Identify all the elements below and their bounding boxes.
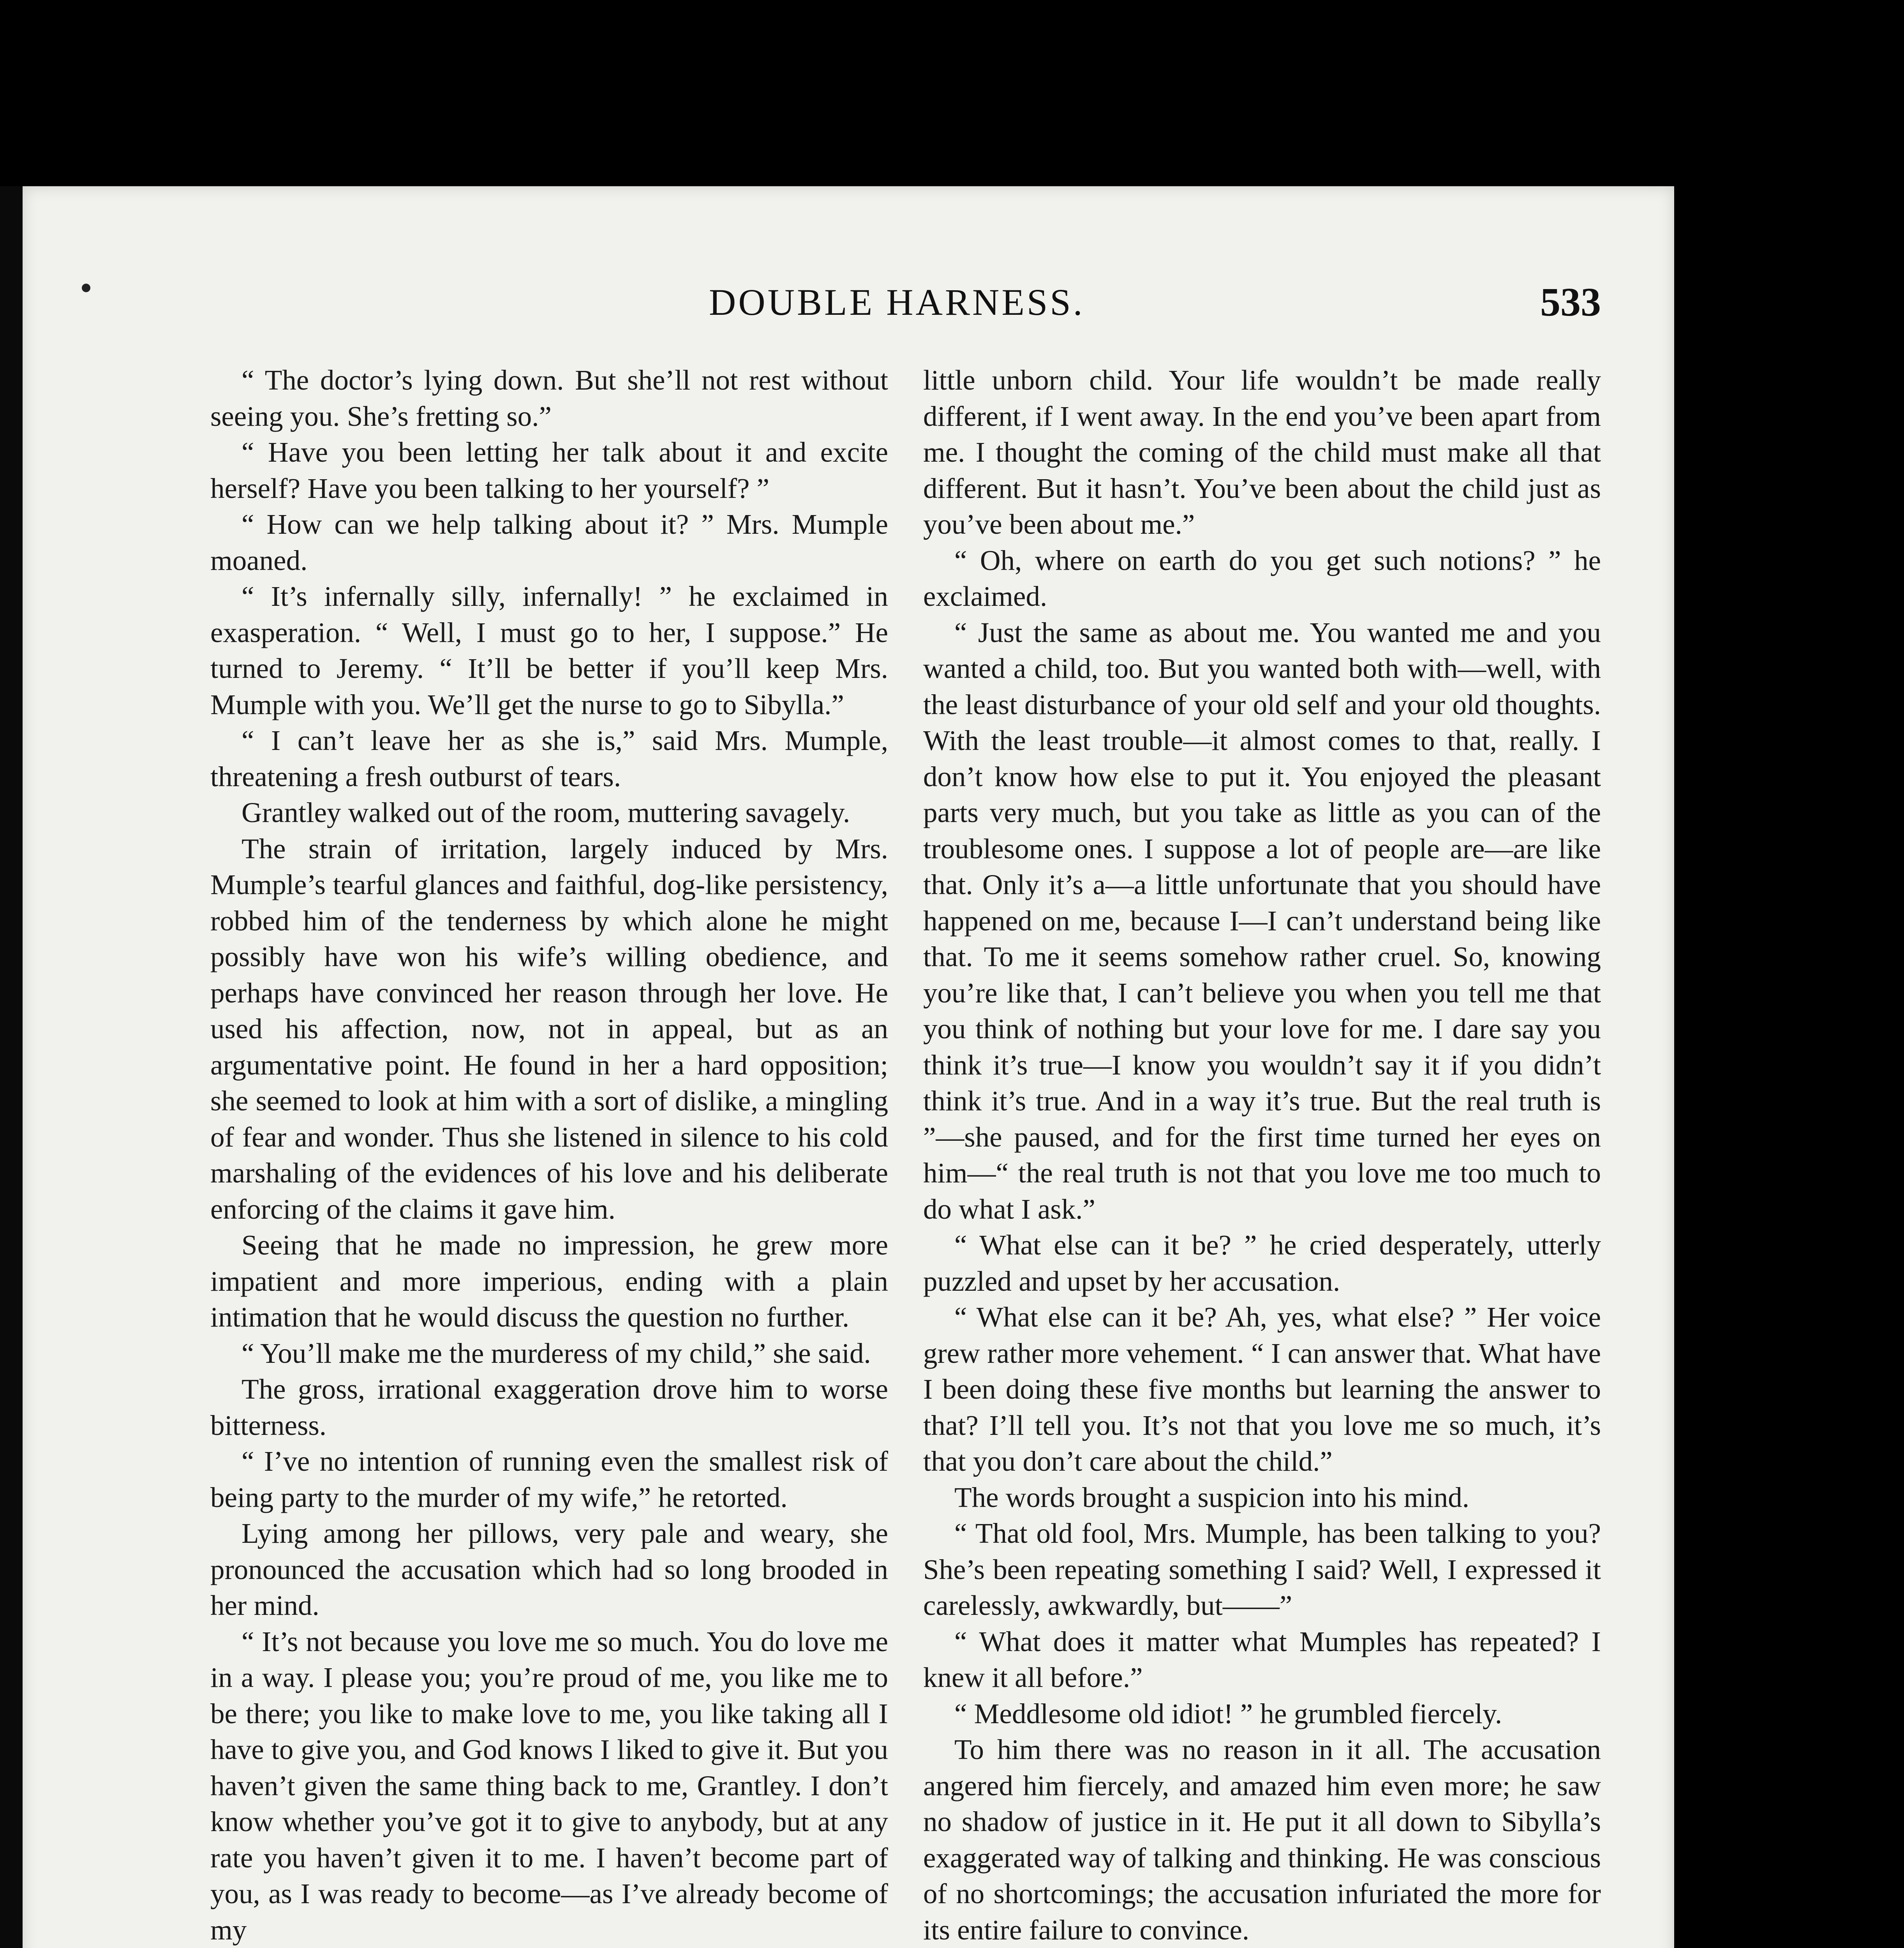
paragraph: “ What else can it be? ” he cried desperately, utterly puzzled and upset by her accusation. <box>923 1229 1601 1297</box>
text-column-left <box>210 362 888 1948</box>
paragraph: “ What else can it be? Ah, yes, what else? ” Her voice grew rather more vehement. “ I can answer that. What have I been doing these five months but learning the answer to that? I’ll tell you. It’s not that you love me so much, it’s that you don’t care about the child.” <box>923 1301 1601 1477</box>
paragraph: little unborn child. Your life wouldn’t be made really different, if I went away. In the end you’ve been apart from me. I thought the coming of the child must make all that different. But it hasn’t. You’ve been about the child just as you’ve been about me.” <box>923 364 1601 540</box>
paragraph: Lying among her pillows, very pale and weary, she pronounced the accusation which had so long brooded in her mind. <box>210 1517 888 1621</box>
paragraph: The strain of irritation, largely induced by Mrs. Mumple’s tearful glances and faithful, dog-like persistency, robbed him of the tenderness by which alone he might possibly have won his wife’s willing obedience, and perhaps have convinced her reason through her love. He used his affection, now, not in appeal, but as an argumentative point. He found in her a hard opposition; she seemed to look at him with a sort of dislike, a mingling of fear and wonder. Thus she listened in silence to his cold marshaling of the evidences of his love and his deliberate enforcing of the claims it gave him. <box>210 833 888 1225</box>
page-left-edge <box>0 186 23 1948</box>
paragraph: “ That old fool, Mrs. Mumple, has been talking to you? She’s been repeating something I said? Well, I expressed it carelessly, awkwardly, but——” <box>923 1517 1601 1621</box>
paragraph: “ What does it matter what Mumples has repeated? I knew it all before.” <box>923 1625 1601 1693</box>
text-column-right <box>923 362 1601 1948</box>
page-header <box>709 281 1601 331</box>
paragraph: “ You’ll make me the murderess of my child,” she said. <box>242 1337 871 1369</box>
paragraph: The words brought a suspicion into his mind. <box>954 1481 1470 1513</box>
paragraph: “ The doctor’s lying down. But she’ll not rest without seeing you. She’s fretting so.” <box>210 364 888 432</box>
paragraph: The gross, irrational exaggeration drove him to worse bitterness. <box>210 1373 888 1441</box>
paragraph: “ It’s not because you love me so much. You do love me in a way. I please you; you’re proud of me, you like me to be there; you like to make love to me, you like taking all I have to give you, and God knows I liked to give it. But you haven’t given the same thing back to me, Grantley. I don’t know whether you’ve got it to give to anybody, but at any rate you haven’t given it to me. I haven’t become part of you, as I was ready to become—as I’ve already become of my <box>210 1625 888 1946</box>
paragraph: “ Just the same as about me. You wanted me and you wanted a child, too. But you wanted both with—well, with the least disturbance of your old self and your old thoughts. With the least trouble—it almost comes to that, really. I don’t know how else to put it. You enjoyed the pleasant parts very much, but you take as little as you can of the troublesome ones. I suppose a lot of people are—are like that. Only it’s a—a little unfortunate that you should have happened on me, because I—I can’t understand being like that. To me it seems somehow rather cruel. So, knowing you’re like that, I can’t believe you when you tell me that you think of nothing but your love for me. I dare say you think it’s true—I know you wouldn’t say it if you didn’t think it’s true. And in a way it’s true. But the real truth is ”—she paused, and for the first time turned her eyes on him—“ the real truth is not that you love me too much to do what I ask.” <box>923 616 1601 1225</box>
ink-mark <box>82 284 90 292</box>
paragraph: Grantley walked out of the room, muttering savagely. <box>242 797 850 828</box>
paragraph: “ It’s infernally silly, infernally! ” he exclaimed in exasperation. “ Well, I must go to her, I suppose.” He turned to Jeremy. “ It’ll be better if you’ll keep Mrs. Mumple with you. We’ll get the nurse to go to Sibylla.” <box>210 581 888 720</box>
paragraph: “ I can’t leave her as she is,” said Mrs. Mumple, threatening a fresh outburst of tears. <box>210 725 888 792</box>
paragraph: “ I’ve no intention of running even the smallest risk of being party to the murder of my wife,” he retorted. <box>210 1445 888 1513</box>
paragraph: “ Meddlesome old idiot! ” he grumbled fiercely. <box>954 1697 1502 1729</box>
paragraph: “ How can we help talking about it? ” Mrs. Mumple moaned. <box>210 508 888 576</box>
page-number: 533 <box>1540 280 1601 325</box>
paragraph: To him there was no reason in it all. The accusation angered him fiercely, and amazed him even more; he saw no shadow of justice in it. He put it all down to Sibylla’s exaggerated way of talking and thinking. He was conscious of no shortcomings; the accusation infuriated the more for its entire failure to convince. <box>923 1734 1601 1946</box>
running-title: DOUBLE HARNESS. <box>709 281 1085 323</box>
paragraph: Seeing that he made no impression, he grew more impatient and more imperious, ending with a plain intimation that he would discuss the question no further. <box>210 1229 888 1333</box>
paragraph: “ Have you been letting her talk about it and excite herself? Have you been talking to her yourself? ” <box>210 436 888 504</box>
paragraph: “ Oh, where on earth do you get such notions? ” he exclaimed. <box>923 544 1601 612</box>
